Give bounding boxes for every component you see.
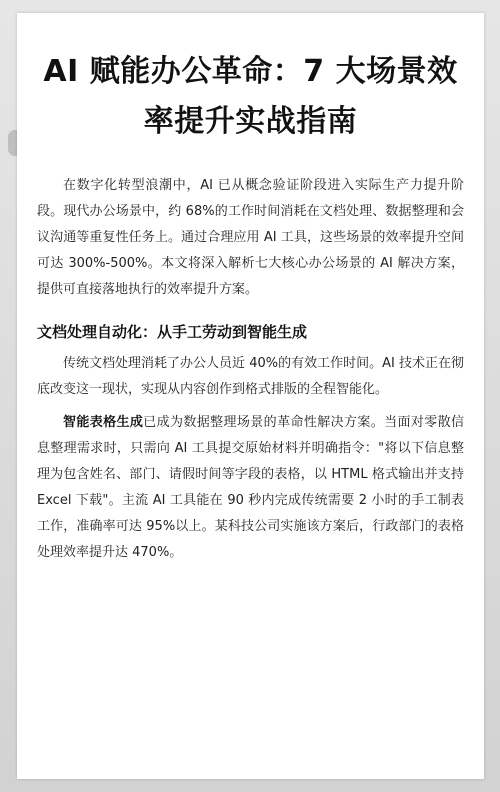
section-paragraph-1: 传统文档处理消耗了办公人员近 40%的有效工作时间。AI 技术正在彻底改变这一现状，实现从内容创作到格式排版的全程智能化。 — [37, 356, 464, 397]
intro-paragraph: 在数字化转型浪潮中，AI 已从概念验证阶段进入实际生产力提升阶段。现代办公场景中，约 68%的工作时间消耗在文档处理、数据整理和会议沟通等重复性任务上。通过合理应用 AI 工具，这些场景的效率提升空间可达 300%-500%。本文将深入解析七大核心办公场景的 AI 解决方案，提供可直接落地执行的效率提升方案。 — [37, 178, 464, 297]
article-body — [37, 173, 464, 566]
page-title: AI 赋能办公革命：7 大场景效率提升实战指南 — [43, 54, 458, 139]
paragraph-text: 已成为数据整理场景的革命性解决方案。当面对零散信息整理需求时，只需向 AI 工具提交原始材料并明确指令："将以下信息整理为包含姓名、部门、请假时间等字段的表格，以 HTML 格式输出并支持 Excel 下载"。主流 AI 工具能在 90 秒内完成传统需要 2 小时的手工制表工作，准确率可达 95%以上。某科技公司实施该方案后，行政部门的表格处理效率提升达 470%。 — [37, 415, 464, 560]
section-heading: 文档处理自动化：从手工劳动到智能生成 — [37, 323, 308, 341]
document-page — [17, 13, 484, 779]
bold-term: 智能表格生成 — [63, 415, 144, 430]
section-paragraph-2 — [37, 410, 464, 566]
